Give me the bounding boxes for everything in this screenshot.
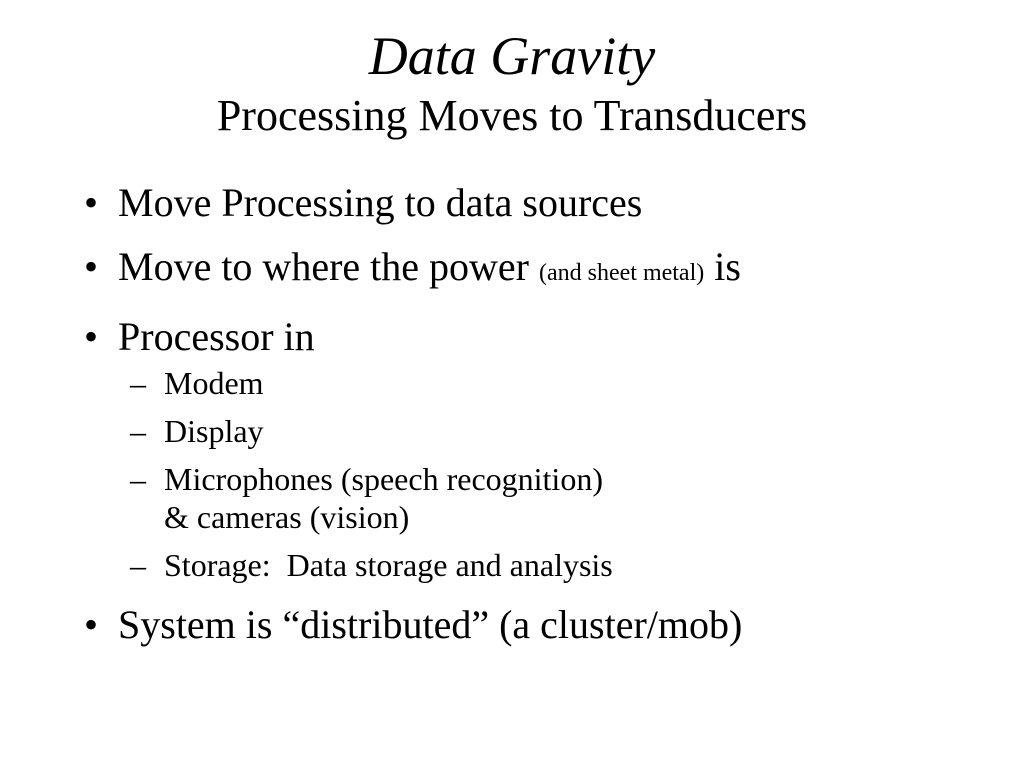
title-block bbox=[0, 26, 1024, 142]
bullet-list bbox=[84, 180, 984, 666]
sub-list bbox=[118, 364, 984, 584]
bullet-item bbox=[84, 180, 984, 226]
dash-marker: – bbox=[130, 365, 146, 401]
bullet-marker: • bbox=[84, 180, 99, 225]
bullet-marker: • bbox=[84, 602, 99, 647]
sub-item bbox=[118, 412, 984, 450]
bullet-text: Processor in bbox=[118, 314, 315, 359]
bullet-item bbox=[84, 314, 984, 584]
sub-item bbox=[118, 546, 984, 584]
bullet-text: Move Processing to data sources bbox=[118, 180, 643, 225]
bullet-item bbox=[84, 244, 984, 296]
sub-item-text: Display bbox=[164, 413, 264, 449]
sub-item-text: Microphones (speech recognition) bbox=[164, 461, 603, 497]
bullet-text: Move to where the power bbox=[118, 244, 529, 289]
bullet-marker: • bbox=[84, 314, 99, 359]
sub-item bbox=[118, 460, 984, 536]
bullet-text: System is “distributed” (a cluster/mob) bbox=[118, 602, 743, 647]
sub-item-text: Modem bbox=[164, 365, 264, 401]
bullet-text-end: is bbox=[714, 244, 741, 289]
bullet-aside: (and sheet metal) bbox=[538, 260, 705, 286]
sub-item-text-continued: & cameras (vision) bbox=[164, 499, 410, 535]
bullet-item bbox=[84, 602, 984, 648]
slide-title: Data Gravity bbox=[368, 26, 656, 86]
bullet-marker: • bbox=[84, 244, 99, 289]
sub-item-text: Storage: Data storage and analysis bbox=[164, 547, 613, 583]
sub-item bbox=[118, 364, 984, 402]
slide-subtitle: Processing Moves to Transducers bbox=[216, 91, 808, 140]
dash-marker: – bbox=[130, 461, 146, 497]
dash-marker: – bbox=[130, 413, 146, 449]
dash-marker: – bbox=[130, 547, 146, 583]
